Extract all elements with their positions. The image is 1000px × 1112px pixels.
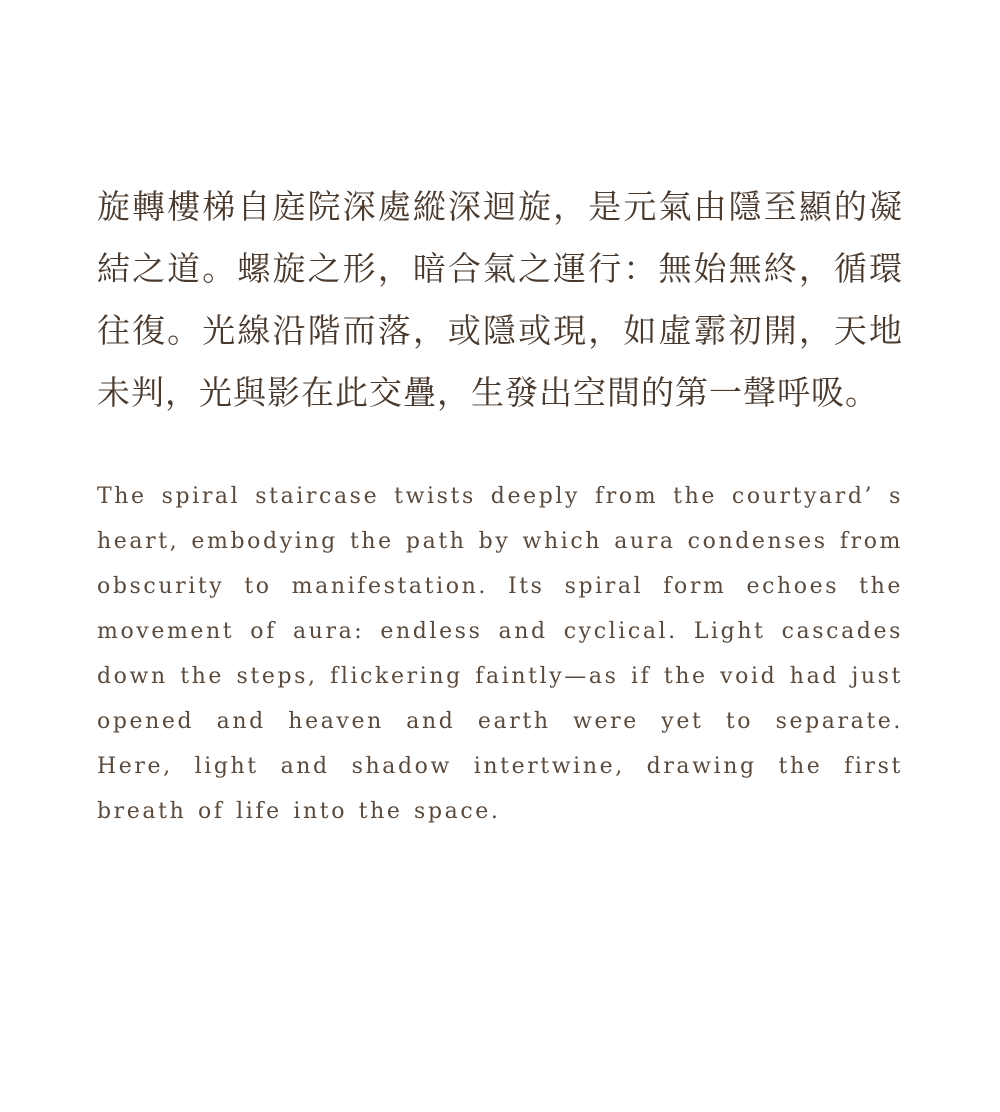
english-paragraph: The spiral staircase twists deeply from the courtyard’ s heart, embodying the path by which aura condenses from obscurity to manifestation. Its spiral form echoes the movement of aura: endless and cyclical. Light cascades down the steps, flickering faintly—as if the void had just opened and heaven and earth were yet to separate. Here, light and shadow intertwine, drawing the first breath of life into the space. [97,484,903,824]
text-block [97,176,903,834]
chinese-paragraph: 旋轉樓梯自庭院深處縱深迴旋，是元氣由隱至顯的凝結之道。螺旋之形，暗合氣之運行：無始無終，循環往復。光線沿階而落，或隱或現，如虛霩初開，天地未判，光與影在此交疊，生發出空間的第一聲呼吸。 [97,187,903,412]
